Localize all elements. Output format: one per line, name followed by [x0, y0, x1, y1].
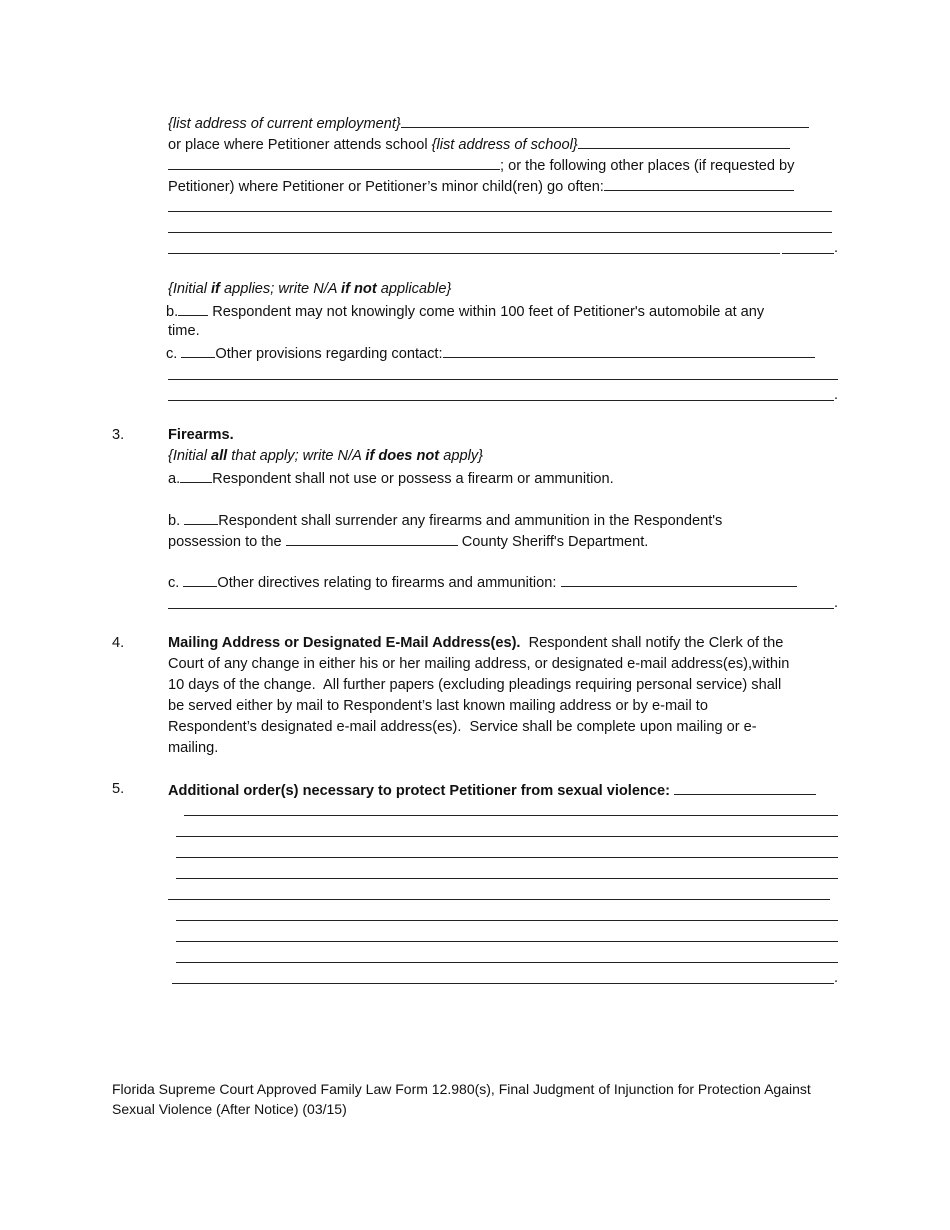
- minor-children-line: [168, 175, 794, 198]
- section-4-line-5: Respondent’s designated e-mail address(es). Service shall be complete upon mailing or e-: [168, 719, 757, 735]
- item-3a-letter: a.: [168, 471, 181, 487]
- item-3c-field[interactable]: [561, 571, 797, 587]
- item-2c-field-line-2[interactable]: [168, 400, 834, 401]
- minor-children-text: Petitioner) where Petitioner or Petitioner’s minor child(ren) go often:: [168, 179, 604, 195]
- places-period: .: [834, 240, 839, 256]
- instruction-if: if: [211, 281, 220, 297]
- instruction-all: all: [211, 448, 228, 464]
- school-field[interactable]: [578, 133, 790, 149]
- additional-orders-line-2[interactable]: [176, 836, 838, 837]
- places-field[interactable]: [604, 175, 794, 191]
- item-2b: [166, 300, 764, 323]
- places-field-line-3-end[interactable]: [782, 253, 834, 254]
- section-4-line-2: Court of any change in either his or her mailing address, or designated e-mail address(es),within: [168, 656, 790, 672]
- places-field-line-3[interactable]: [168, 253, 780, 254]
- item-3c-letter: c.: [168, 575, 184, 591]
- item-3b-text-2-pre: possession to the: [168, 534, 286, 550]
- additional-orders-line-3[interactable]: [176, 857, 838, 858]
- item-3b-text-2-post: County Sheriff's Department.: [457, 534, 649, 550]
- mailing-address-heading: Mailing Address or Designated E-Mail Address(es).: [168, 635, 521, 651]
- other-places-text: ; or the following other places (if requested by: [500, 158, 795, 174]
- section-4-line-6: mailing.: [168, 740, 219, 756]
- item-2c: [166, 342, 815, 365]
- item-2b-letter: b.: [166, 304, 179, 320]
- section-4-line-3: 10 days of the change. All further papers (excluding pleadings requiring personal service) shall: [168, 677, 782, 693]
- sec3-instruction: [168, 446, 483, 467]
- section-4-text-1: Respondent shall notify the Clerk of the: [520, 635, 784, 651]
- places-field-line-1[interactable]: [168, 211, 832, 212]
- school-line: [168, 133, 790, 156]
- item-2c-field-line-1[interactable]: [168, 379, 838, 380]
- county-field[interactable]: [286, 530, 458, 546]
- sec2-instruction: [168, 279, 451, 300]
- firearms-heading: Firearms.: [168, 427, 234, 443]
- instruction-post: apply}: [439, 448, 483, 464]
- instruction-pre: {Initial: [168, 281, 211, 297]
- instruction-ifdoesnot: if does not: [365, 448, 440, 464]
- item-2c-letter: c.: [166, 346, 182, 362]
- item-2c-initial-field[interactable]: [181, 342, 215, 358]
- section-5-line-1: [168, 779, 816, 802]
- footer-line-1: Florida Supreme Court Approved Family Law Form 12.980(s), Final Judgment of Injunction for Protection Against: [112, 1081, 811, 1097]
- item-2b-initial-field[interactable]: [178, 300, 208, 316]
- item-3b-initial-field[interactable]: [184, 509, 218, 525]
- section-3-number: 3.: [112, 427, 125, 443]
- section-5-number: 5.: [112, 781, 125, 797]
- item-3a: [168, 467, 614, 490]
- instruction-mid: applies; write N/A: [219, 281, 342, 297]
- instruction-post: applicable}: [376, 281, 452, 297]
- school-prefix: or place where Petitioner attends school: [168, 137, 432, 153]
- additional-orders-line-8[interactable]: [176, 962, 838, 963]
- additional-orders-line-4[interactable]: [176, 878, 838, 879]
- item-3a-text: Respondent shall not use or possess a firearm or ammunition.: [212, 471, 614, 487]
- section-4-line-1: [168, 633, 783, 654]
- additional-orders-line-1[interactable]: [184, 815, 838, 816]
- instruction-pre: {Initial: [168, 448, 211, 464]
- school-label: {list address of school}: [431, 137, 578, 153]
- item-3b-text: Respondent shall surrender any firearms and ammunition in the Respondent's: [218, 513, 723, 529]
- school-field-continued[interactable]: [168, 154, 500, 170]
- item-2b-text: Respondent may not knowingly come within 100 feet of Petitioner's automobile at any: [208, 304, 765, 320]
- additional-orders-period: .: [834, 970, 839, 986]
- additional-orders-line-9[interactable]: [172, 983, 834, 984]
- item-3c-initial-field[interactable]: [183, 571, 217, 587]
- footer-line-2: Sexual Violence (After Notice) (03/15): [112, 1101, 347, 1117]
- item-3b-letter: b.: [168, 513, 185, 529]
- item-3c-text: Other directives relating to firearms and ammunition:: [217, 575, 561, 591]
- additional-orders-line-7[interactable]: [176, 941, 838, 942]
- item-3a-initial-field[interactable]: [180, 467, 212, 483]
- other-places-line: [168, 154, 794, 177]
- form-footer: [112, 1079, 842, 1119]
- item-2c-field[interactable]: [443, 342, 815, 358]
- instruction-ifnot: if not: [341, 281, 377, 297]
- additional-orders-line-6[interactable]: [176, 920, 838, 921]
- additional-orders-field[interactable]: [674, 779, 816, 795]
- item-3b-line-2: [168, 530, 648, 553]
- employment-field[interactable]: [401, 112, 809, 128]
- employment-label: {list address of current employment}: [168, 116, 401, 132]
- item-2c-period: .: [834, 387, 839, 403]
- item-2b-text-2: time.: [168, 323, 200, 339]
- instruction-mid: that apply; write N/A: [227, 448, 366, 464]
- section-3-heading: [168, 425, 234, 446]
- item-3c-field-line-2[interactable]: [168, 608, 834, 609]
- item-2c-text: Other provisions regarding contact:: [215, 346, 443, 362]
- additional-orders-heading: Additional order(s) necessary to protect Petitioner from sexual violence:: [168, 783, 670, 799]
- item-3c: [168, 571, 797, 594]
- section-4-line-4: be served either by mail to Respondent’s last known mailing address or by e-mail to: [168, 698, 708, 714]
- item-3c-period: .: [834, 595, 839, 611]
- item-3b: [168, 509, 722, 532]
- additional-orders-line-5[interactable]: [168, 899, 830, 900]
- places-field-line-2[interactable]: [168, 232, 832, 233]
- section-4-number: 4.: [112, 635, 125, 651]
- employment-line: [168, 112, 809, 135]
